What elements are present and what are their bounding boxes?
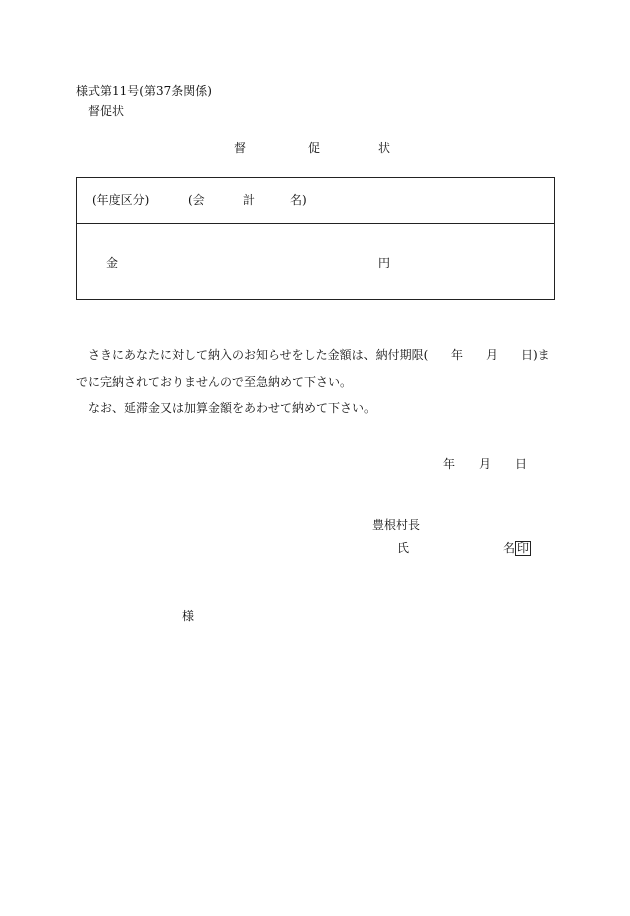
account-label-open: (会 <box>188 193 205 207</box>
title-char-3: 状 <box>378 141 391 155</box>
title-char-1: 督 <box>234 141 247 155</box>
form-subtitle: 督促状 <box>88 104 125 118</box>
name-char: 名 <box>503 541 516 555</box>
date-month: 月 <box>479 457 492 471</box>
issuer-title: 豊根村長 <box>372 518 421 532</box>
date-year: 年 <box>443 457 456 471</box>
deadline-month: 月 <box>486 348 499 362</box>
account-label-close: 名) <box>290 193 307 207</box>
date-day: 日 <box>515 457 528 471</box>
issuer-name-prefix: 氏 <box>397 541 410 555</box>
seal-mark: 印 <box>517 541 530 555</box>
amount-unit: 円 <box>378 256 391 270</box>
amount-label: 金 <box>106 256 119 270</box>
form-number: 様式第11号(第37条関係) <box>76 84 212 98</box>
body-line-2: でに完納されておりませんので至急納めて下さい。 <box>76 375 353 389</box>
title-char-2: 促 <box>308 141 321 155</box>
addressee-suffix: 様 <box>182 609 195 623</box>
body-line-3: なお、延滞金又は加算金額をあわせて納めて下さい。 <box>88 401 377 415</box>
issuer-name-suffix <box>503 541 531 556</box>
body-line-1: さきにあなたに対して納入のお知らせをした金額は、納付期限( <box>88 348 429 362</box>
deadline-day: 日)ま <box>521 348 550 362</box>
table-divider <box>77 223 554 224</box>
account-label-mid: 計 <box>243 193 256 207</box>
year-category-label: (年度区分) <box>92 193 150 207</box>
deadline-year: 年 <box>451 348 464 362</box>
